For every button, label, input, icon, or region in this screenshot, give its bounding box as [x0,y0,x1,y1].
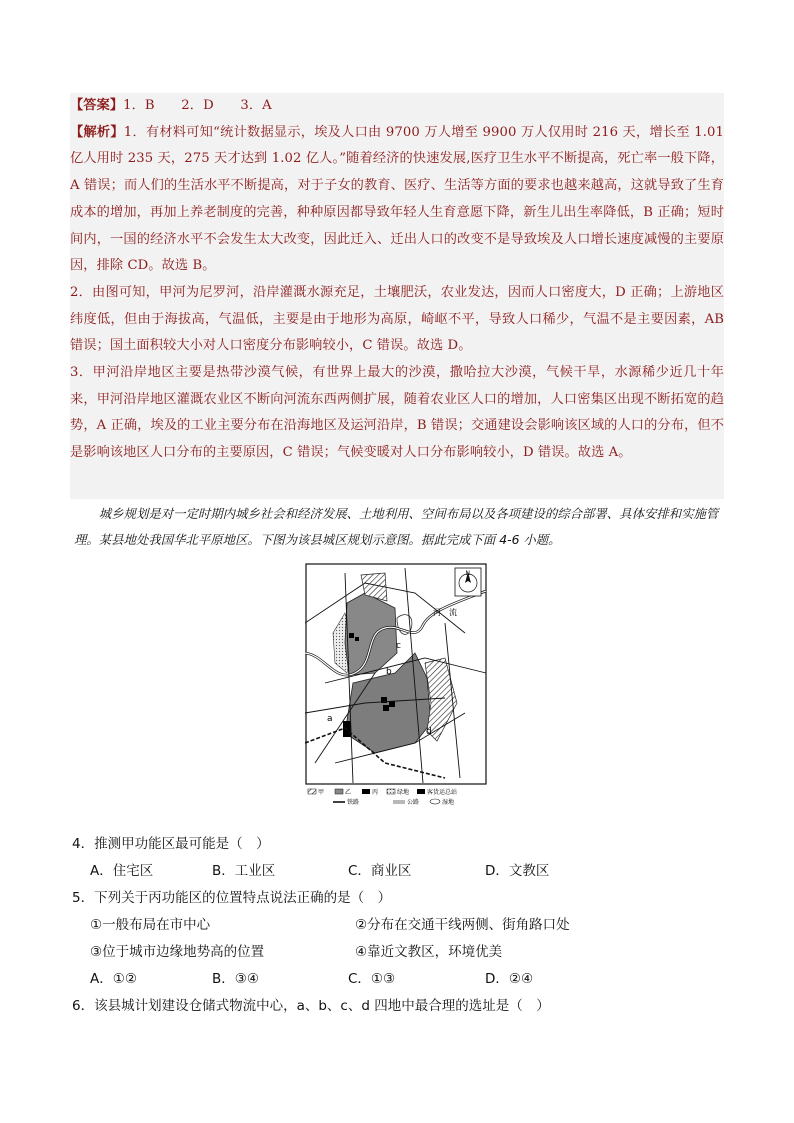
answer-label: 【答案】 [70,98,124,113]
q4-option-b[interactable]: B．工业区 [212,863,276,879]
legend-wetland: 湿地 [442,799,455,806]
answer-text: 1．B 2．D 3．A [123,98,272,113]
q4-stem: 4．推测甲功能区最可能是（ ） [72,836,270,852]
q5-option-d[interactable]: D．②④ [485,971,534,987]
analysis-para-3: 3．甲河沿岸地区主要是热带沙漠气候，有世界上最大的沙漠，撒哈拉大沙漠，气候干旱，水源稀少近几十年来，甲河沿岸地区灌溉农业区不断向河流东西两侧扩展，随着农业区人口的增加，人口密集区出现不断拓宽的趋势，A 正确，埃及的工业主要分布在沿海地区及运河沿岸，B 错误；交通建设会影响该区域的人口的分布，但不是影响该地区人口分布的主要原因，C 错误；气候变暖对人口分布影响较小，D 错误。故选 A。 [70,365,724,461]
point-c-label: c [396,641,401,651]
q4-option-a[interactable]: A．住宅区 [90,863,154,879]
q5-option-b[interactable]: B．③④ [212,971,259,987]
river-label: 河 流 [433,608,457,617]
city-planning-map [305,563,487,808]
analysis-para-2: 2．由图可知，甲河为尼罗河，沿岸灌溉水源充足，土壤肥沃，农业发达，因而人口密度大，D 正确；上游地区纬度低，但由于海拔高，气温低，主要是由于地形为高原，崎岖不平，导致人口稀少，气温不是主要因素，AB 错误；国土面积较大小对人口密度分布影响较小，C 错误。故选 D。 [70,284,724,354]
q6-stem: 6．该县城计划建设仓储式物流中心，a、b、c、d 四地中最合理的选址是（ ） [72,998,550,1014]
point-d-label: d [426,727,432,737]
map-legend [308,788,457,806]
legend-rail: 铁路 [347,799,360,806]
legend-bing: 丙 [372,789,379,796]
q4-option-c[interactable]: C．商业区 [348,863,412,879]
zone-bing-4 [389,701,395,707]
answer-line [70,93,724,120]
point-a-label: a [327,714,333,724]
q5-stem: 5．下列关于丙功能区的位置特点说法正确的是（ ） [72,890,392,906]
point-b-label: b [386,667,392,677]
q4-option-d[interactable]: D．文教区 [485,863,550,879]
legend-yi: 乙 [345,789,352,796]
analysis-label: 【解析】 [70,124,124,140]
q5-option-c[interactable]: C．①③ [348,971,396,987]
q5-item-1: ①一般布局在市中心 [90,917,211,933]
zone-bing-5 [383,705,389,711]
q5-item-2: ②分布在交通干线两侧、街角路口处 [355,917,570,933]
q5-item-3: ③位于城市边缘地势高的位置 [90,944,265,960]
north-label: N [465,570,470,577]
analysis-text-1: 1．有材料可知“统计数据显示，埃及人口由 9700 万人增至 9900 万人仅用时 216 天，增长至 1.01 亿人用时 235 天，275 天才达到 1.02 亿人。”随着经济的快速发展,医疗卫生水平不断提高，死亡率一般下降，A 错误；而人们的生活水平不断提高，对于子女的教育、医疗、生活等方面的要求也越来越高，这就导致了生育成本的增加，再加上养老制度的完善，种种原因都导致年轻人生育意愿下降，新生儿出生率降低，B 正确；短时间内，一国的经济水平不会发生太大改变，因此迁入、迁出人口的改变不是导致埃及人口增长速度减慢的主要原因，排除 CD。故选 B。 [70,124,725,274]
legend-green: 绿地 [397,789,410,796]
q5-item-4: ④靠近文教区，环境优美 [355,944,503,960]
answer-analysis-box [70,93,724,499]
intro-text: 城乡规划是对一定时期内城乡社会和经济发展、土地利用、空间布局以及各项建设的综合部署、具体安排和实施管理。某县地处我国华北平原地区。下图为该县城区规划示意图。据此完成下面 4-6 小题。 [74,506,719,547]
zone-bing-2 [355,637,359,641]
legend-road: 公路 [407,799,420,806]
legend-jia: 甲 [318,789,325,796]
question-intro [74,501,724,553]
analysis-para-1 [70,120,724,280]
zone-bing-1 [349,633,354,638]
q5-option-a[interactable]: A．①② [90,971,137,987]
legend-station: 客货运总站 [427,789,458,796]
